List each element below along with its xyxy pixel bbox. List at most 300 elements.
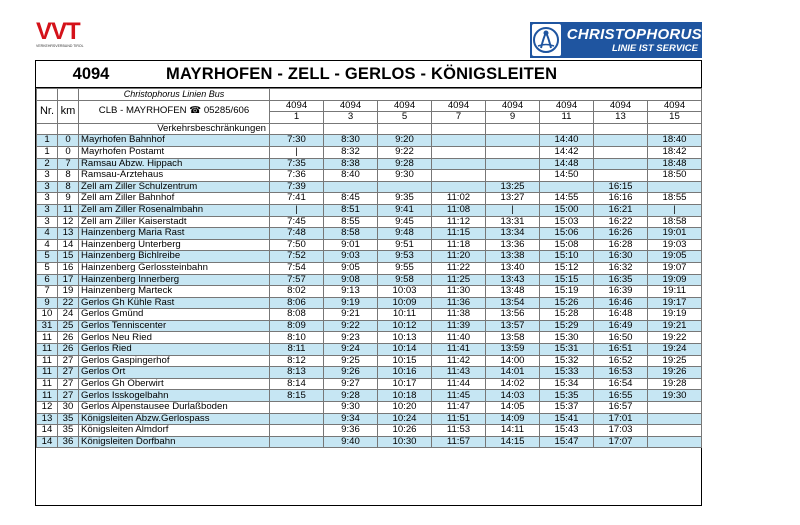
departure-time: 11:47 (432, 402, 486, 414)
stop-name: Königsleiten Abzw.Gerlospass (79, 413, 270, 425)
departure-time: 11:41 (432, 344, 486, 356)
stop-number: 3 (37, 216, 58, 228)
trip-line-number: 4094 (270, 100, 324, 112)
departure-time: 10:11 (378, 309, 432, 321)
departure-time (270, 402, 324, 414)
departure-time: 16:15 (594, 181, 648, 193)
stop-number: 11 (37, 390, 58, 402)
trip-line-number: 4094 (324, 100, 378, 112)
departure-time: 16:54 (594, 378, 648, 390)
departure-time: 7:54 (270, 262, 324, 274)
departure-time: 15:41 (540, 413, 594, 425)
departure-time: 18:42 (648, 146, 702, 158)
departure-time: 11:51 (432, 413, 486, 425)
departure-time: 13:59 (486, 344, 540, 356)
departure-time: 15:12 (540, 262, 594, 274)
table-row (37, 309, 702, 321)
departure-time: 8:02 (270, 286, 324, 298)
stop-km: 27 (58, 367, 79, 379)
departure-time: 9:21 (324, 309, 378, 321)
stop-number: 3 (37, 170, 58, 182)
departure-time: 10:12 (378, 320, 432, 332)
stop-name: Zell am Ziller Bahnhof (79, 193, 270, 205)
table-row (37, 204, 702, 216)
departure-time: 8:45 (324, 193, 378, 205)
table-row (37, 297, 702, 309)
departure-time (648, 436, 702, 448)
departure-time: 8:14 (270, 378, 324, 390)
departure-time: 13:56 (486, 309, 540, 321)
departure-time: 16:21 (594, 204, 648, 216)
departure-time: 16:50 (594, 332, 648, 344)
stop-km: 11 (58, 204, 79, 216)
departure-time: 13:36 (486, 239, 540, 251)
departure-time: 13:38 (486, 251, 540, 263)
departure-time: 16:57 (594, 402, 648, 414)
departure-time: 15:30 (540, 332, 594, 344)
stop-number: 14 (37, 436, 58, 448)
departure-time: 14:05 (486, 402, 540, 414)
departure-time: 19:07 (648, 262, 702, 274)
stop-km: 0 (58, 135, 79, 147)
departure-time: 7:57 (270, 274, 324, 286)
departure-time: 14:03 (486, 390, 540, 402)
table-row (37, 436, 702, 448)
departure-time: 18:50 (648, 170, 702, 182)
departure-time: 9:27 (324, 378, 378, 390)
departure-time: 14:02 (486, 378, 540, 390)
departure-time: 15:15 (540, 274, 594, 286)
departure-time (486, 170, 540, 182)
departure-time: 16:55 (594, 390, 648, 402)
stop-name: Zell am Ziller Kaiserstadt (79, 216, 270, 228)
christophorus-name: CHRISTOPHORUS (566, 25, 702, 43)
stop-km: 35 (58, 425, 79, 437)
stop-name: Zell am Ziller Schulzentrum (79, 181, 270, 193)
table-row (37, 193, 702, 205)
departure-time: 11:02 (432, 193, 486, 205)
trip-course-number: 13 (594, 112, 648, 124)
departure-time (324, 181, 378, 193)
departure-time: 14:15 (486, 436, 540, 448)
table-row (37, 146, 702, 158)
departure-time: 15:32 (540, 355, 594, 367)
departure-time (432, 158, 486, 170)
table-row (37, 378, 702, 390)
stop-km: 22 (58, 297, 79, 309)
departure-time: 15:03 (540, 216, 594, 228)
departure-time: 13:34 (486, 228, 540, 240)
departure-time: 8:10 (270, 332, 324, 344)
departure-time: 19:22 (648, 332, 702, 344)
departure-time (594, 170, 648, 182)
stop-number: 31 (37, 320, 58, 332)
departure-time: 9:24 (324, 344, 378, 356)
departure-time: 7:36 (270, 170, 324, 182)
departure-time (648, 402, 702, 414)
departure-time: 11:44 (432, 378, 486, 390)
trip-course-number: 7 (432, 112, 486, 124)
departure-time: 16:22 (594, 216, 648, 228)
departure-time: 11:22 (432, 262, 486, 274)
route-name: MAYRHOFEN - ZELL - GERLOS - KÖNIGSLEITEN (166, 64, 558, 83)
stop-name: Königsleiten Dorfbahn (79, 436, 270, 448)
departure-time: 16:51 (594, 344, 648, 356)
departure-time: 9:22 (324, 320, 378, 332)
stop-name: Gerlos Gaspingerhof (79, 355, 270, 367)
departure-time: 10:17 (378, 378, 432, 390)
stop-number: 5 (37, 251, 58, 263)
departure-time (540, 181, 594, 193)
departure-time: 13:25 (486, 181, 540, 193)
departure-time: 9:35 (378, 193, 432, 205)
departure-time: 11:38 (432, 309, 486, 321)
operator-contact: CLB - MAYRHOFEN ☎ 05285/606 (79, 100, 270, 123)
line-number: 4094 (72, 64, 110, 83)
table-row (37, 135, 702, 147)
departure-time: 14:01 (486, 367, 540, 379)
departure-time: 7:30 (270, 135, 324, 147)
vvt-logo-subtitle: VERKEHRSVERBUND TIROL (36, 44, 84, 48)
departure-time: 16:46 (594, 297, 648, 309)
stop-number: 11 (37, 367, 58, 379)
stop-km: 30 (58, 402, 79, 414)
departure-time: 15:34 (540, 378, 594, 390)
stop-name: Gerlos Ried (79, 344, 270, 356)
departure-time: 14:50 (540, 170, 594, 182)
stop-number: 11 (37, 332, 58, 344)
departure-time: 15:06 (540, 228, 594, 240)
departure-time: 9:36 (324, 425, 378, 437)
stop-km: 27 (58, 355, 79, 367)
departure-time: 9:13 (324, 286, 378, 298)
departure-time: 16:32 (594, 262, 648, 274)
stop-number: 14 (37, 425, 58, 437)
departure-time: 9:40 (324, 436, 378, 448)
departure-time: 9:53 (378, 251, 432, 263)
departure-time: 13:31 (486, 216, 540, 228)
trip-course-number: 15 (648, 112, 702, 124)
departure-time (486, 146, 540, 158)
stop-number: 13 (37, 413, 58, 425)
departure-time: 10:13 (378, 332, 432, 344)
stop-km: 0 (58, 146, 79, 158)
departure-time: 9:08 (324, 274, 378, 286)
departure-time: 13:27 (486, 193, 540, 205)
trip-line-number: 4094 (378, 100, 432, 112)
departure-time: 14:40 (540, 135, 594, 147)
stop-km: 25 (58, 320, 79, 332)
stop-number: 6 (37, 274, 58, 286)
departure-time: 17:07 (594, 436, 648, 448)
stop-number: 11 (37, 344, 58, 356)
departure-time: 8:15 (270, 390, 324, 402)
departure-time: 16:53 (594, 367, 648, 379)
table-row (37, 320, 702, 332)
departure-time: 7:45 (270, 216, 324, 228)
departure-time: 11:57 (432, 436, 486, 448)
departure-time: 9:55 (378, 262, 432, 274)
stop-number: 4 (37, 239, 58, 251)
table-row (37, 413, 702, 425)
departure-time: 10:26 (378, 425, 432, 437)
table-row (37, 216, 702, 228)
departure-time: 9:45 (378, 216, 432, 228)
table-row (37, 390, 702, 402)
departure-time: 19:05 (648, 251, 702, 263)
departure-time: 11:15 (432, 228, 486, 240)
departure-time: 8:06 (270, 297, 324, 309)
departure-time: 9:51 (378, 239, 432, 251)
departure-time (594, 146, 648, 158)
stop-number: 11 (37, 378, 58, 390)
stop-number: 3 (37, 204, 58, 216)
vvt-logo (36, 20, 100, 50)
departure-time: 18:40 (648, 135, 702, 147)
trip-course-number: 9 (486, 112, 540, 124)
departure-time: 7:35 (270, 158, 324, 170)
stop-name: Gerlos Gmünd (79, 309, 270, 321)
departure-time: 9:30 (324, 402, 378, 414)
departure-time: 15:28 (540, 309, 594, 321)
departure-time: 9:28 (378, 158, 432, 170)
departure-time: 19:21 (648, 320, 702, 332)
stop-number: 3 (37, 193, 58, 205)
stop-number: 10 (37, 309, 58, 321)
departure-time: 7:48 (270, 228, 324, 240)
departure-time: 17:03 (594, 425, 648, 437)
departure-time: 15:31 (540, 344, 594, 356)
stop-number: 2 (37, 158, 58, 170)
departure-time: 14:11 (486, 425, 540, 437)
christophorus-slogan: LINIE IST SERVICE (611, 42, 698, 54)
departure-time: 14:42 (540, 146, 594, 158)
stop-km: 9 (58, 193, 79, 205)
departure-time: 16:28 (594, 239, 648, 251)
departure-time: 15:33 (540, 367, 594, 379)
table-row (37, 170, 702, 182)
stop-km: 12 (58, 216, 79, 228)
departure-time: 15:43 (540, 425, 594, 437)
stop-number: 1 (37, 146, 58, 158)
trip-course-number: 11 (540, 112, 594, 124)
departure-time: 8:32 (324, 146, 378, 158)
departure-time: 19:25 (648, 355, 702, 367)
departure-time: 16:49 (594, 320, 648, 332)
departure-time: 15:47 (540, 436, 594, 448)
table-row (37, 344, 702, 356)
table-row (37, 274, 702, 286)
departure-time: 8:55 (324, 216, 378, 228)
stop-number: 11 (37, 355, 58, 367)
christophorus-logo (530, 22, 702, 58)
departure-time: 11:39 (432, 320, 486, 332)
departure-time: 10:16 (378, 367, 432, 379)
departure-time: 10:18 (378, 390, 432, 402)
departure-time: 9:26 (324, 367, 378, 379)
departure-time (432, 170, 486, 182)
departure-time: 19:17 (648, 297, 702, 309)
departure-time: 8:58 (324, 228, 378, 240)
stop-km: 36 (58, 436, 79, 448)
departure-time: 13:57 (486, 320, 540, 332)
stop-name: Mayrhofen Postamt (79, 146, 270, 158)
departure-time: 19:11 (648, 286, 702, 298)
departure-time: 11:20 (432, 251, 486, 263)
stop-km: 15 (58, 251, 79, 263)
departure-time: 11:53 (432, 425, 486, 437)
departure-time: 19:30 (648, 390, 702, 402)
departure-time: 16:35 (594, 274, 648, 286)
timetable-sheet (35, 60, 702, 506)
table-row (37, 228, 702, 240)
table-row (37, 239, 702, 251)
stop-name: Gerlos Isskogelbahn (79, 390, 270, 402)
stop-name: Hainzenberg Unterberg (79, 239, 270, 251)
stop-name: Hainzenberg Maria Rast (79, 228, 270, 240)
departure-time: 16:48 (594, 309, 648, 321)
departure-time: 9:25 (324, 355, 378, 367)
departure-time: 9:48 (378, 228, 432, 240)
stop-name: Zell am Ziller Rosenalmbahn (79, 204, 270, 216)
column-header-nr: Nr. (37, 100, 58, 123)
stop-km: 8 (58, 170, 79, 182)
departure-time: 8:30 (324, 135, 378, 147)
stop-km: 27 (58, 390, 79, 402)
table-row (37, 425, 702, 437)
stop-number: 12 (37, 402, 58, 414)
departure-time (648, 181, 702, 193)
departure-time: 13:54 (486, 297, 540, 309)
departure-time: 7:52 (270, 251, 324, 263)
departure-time: 16:52 (594, 355, 648, 367)
departure-time (648, 413, 702, 425)
stop-km: 7 (58, 158, 79, 170)
stop-name: Gerlos Neu Ried (79, 332, 270, 344)
departure-time (270, 425, 324, 437)
departure-time: 11:42 (432, 355, 486, 367)
departure-time (486, 158, 540, 170)
trip-course-number: 1 (270, 112, 324, 124)
departure-time: 8:12 (270, 355, 324, 367)
stop-km: 16 (58, 262, 79, 274)
stop-name: Gerlos Gh Kühle Rast (79, 297, 270, 309)
stop-name: Hainzenberg Innerberg (79, 274, 270, 286)
departure-time: 14:55 (540, 193, 594, 205)
stop-name: Mayrhofen Bahnhof (79, 135, 270, 147)
stop-number: 7 (37, 286, 58, 298)
table-row (37, 286, 702, 298)
departure-time: 8:40 (324, 170, 378, 182)
trip-line-number: 4094 (486, 100, 540, 112)
stop-km: 17 (58, 274, 79, 286)
departure-time: 15:26 (540, 297, 594, 309)
departure-time: 19:09 (648, 274, 702, 286)
table-row (37, 158, 702, 170)
departure-time: 9:22 (378, 146, 432, 158)
stop-number: 3 (37, 181, 58, 193)
table-row (37, 402, 702, 414)
departure-time: 15:35 (540, 390, 594, 402)
departure-time: 10:30 (378, 436, 432, 448)
departure-time: 16:30 (594, 251, 648, 263)
departure-time: 14:09 (486, 413, 540, 425)
trip-line-number: 4094 (594, 100, 648, 112)
table-row (37, 262, 702, 274)
departure-time: 7:41 (270, 193, 324, 205)
departure-time: 8:13 (270, 367, 324, 379)
table-row (37, 355, 702, 367)
operator-label: Christophorus Linien Bus (79, 89, 270, 101)
stop-name: Gerlos Alpenstausee Durlaßboden (79, 402, 270, 414)
departure-time (432, 181, 486, 193)
departure-time: 9:23 (324, 332, 378, 344)
departure-time: 9:34 (324, 413, 378, 425)
departure-time: 15:10 (540, 251, 594, 263)
departure-time: 19:01 (648, 228, 702, 240)
timetable (36, 88, 702, 448)
departure-time: 11:40 (432, 332, 486, 344)
departure-time: 9:05 (324, 262, 378, 274)
departure-time: 9:41 (378, 204, 432, 216)
departure-time: 16:39 (594, 286, 648, 298)
stop-km: 14 (58, 239, 79, 251)
stop-km: 35 (58, 413, 79, 425)
departure-time: 8:09 (270, 320, 324, 332)
departure-time: 14:48 (540, 158, 594, 170)
departure-time (594, 158, 648, 170)
departure-time: 19:19 (648, 309, 702, 321)
departure-time: 15:08 (540, 239, 594, 251)
trip-line-number: 4094 (648, 100, 702, 112)
departure-time: 19:03 (648, 239, 702, 251)
departure-time: 11:08 (432, 204, 486, 216)
departure-time: 9:30 (378, 170, 432, 182)
departure-time: | (486, 204, 540, 216)
trip-line-number: 4094 (432, 100, 486, 112)
departure-time: 15:37 (540, 402, 594, 414)
departure-time: 9:20 (378, 135, 432, 147)
departure-time: 9:01 (324, 239, 378, 251)
table-row (37, 367, 702, 379)
departure-time: 16:16 (594, 193, 648, 205)
stop-number: 4 (37, 228, 58, 240)
departure-time: 19:26 (648, 367, 702, 379)
departure-time: 9:19 (324, 297, 378, 309)
departure-time: 7:50 (270, 239, 324, 251)
departure-time: 9:28 (324, 390, 378, 402)
stop-name: Hainzenberg Gerlossteinbahn (79, 262, 270, 274)
departure-time: 10:20 (378, 402, 432, 414)
departure-time: 13:58 (486, 332, 540, 344)
column-header-km: km (58, 100, 79, 123)
departure-time (432, 135, 486, 147)
departure-time: | (270, 204, 324, 216)
departure-time (270, 436, 324, 448)
departure-time: 19:28 (648, 378, 702, 390)
stop-km: 26 (58, 332, 79, 344)
stop-km: 27 (58, 378, 79, 390)
departure-time: 19:24 (648, 344, 702, 356)
stop-km: 8 (58, 181, 79, 193)
stop-name: Ramsau Abzw. Hippach (79, 158, 270, 170)
trip-course-number: 3 (324, 112, 378, 124)
departure-time: 18:58 (648, 216, 702, 228)
departure-time: 11:25 (432, 274, 486, 286)
vvt-logo-letters: VVT (36, 18, 80, 45)
departure-time: 18:48 (648, 158, 702, 170)
stop-km: 13 (58, 228, 79, 240)
